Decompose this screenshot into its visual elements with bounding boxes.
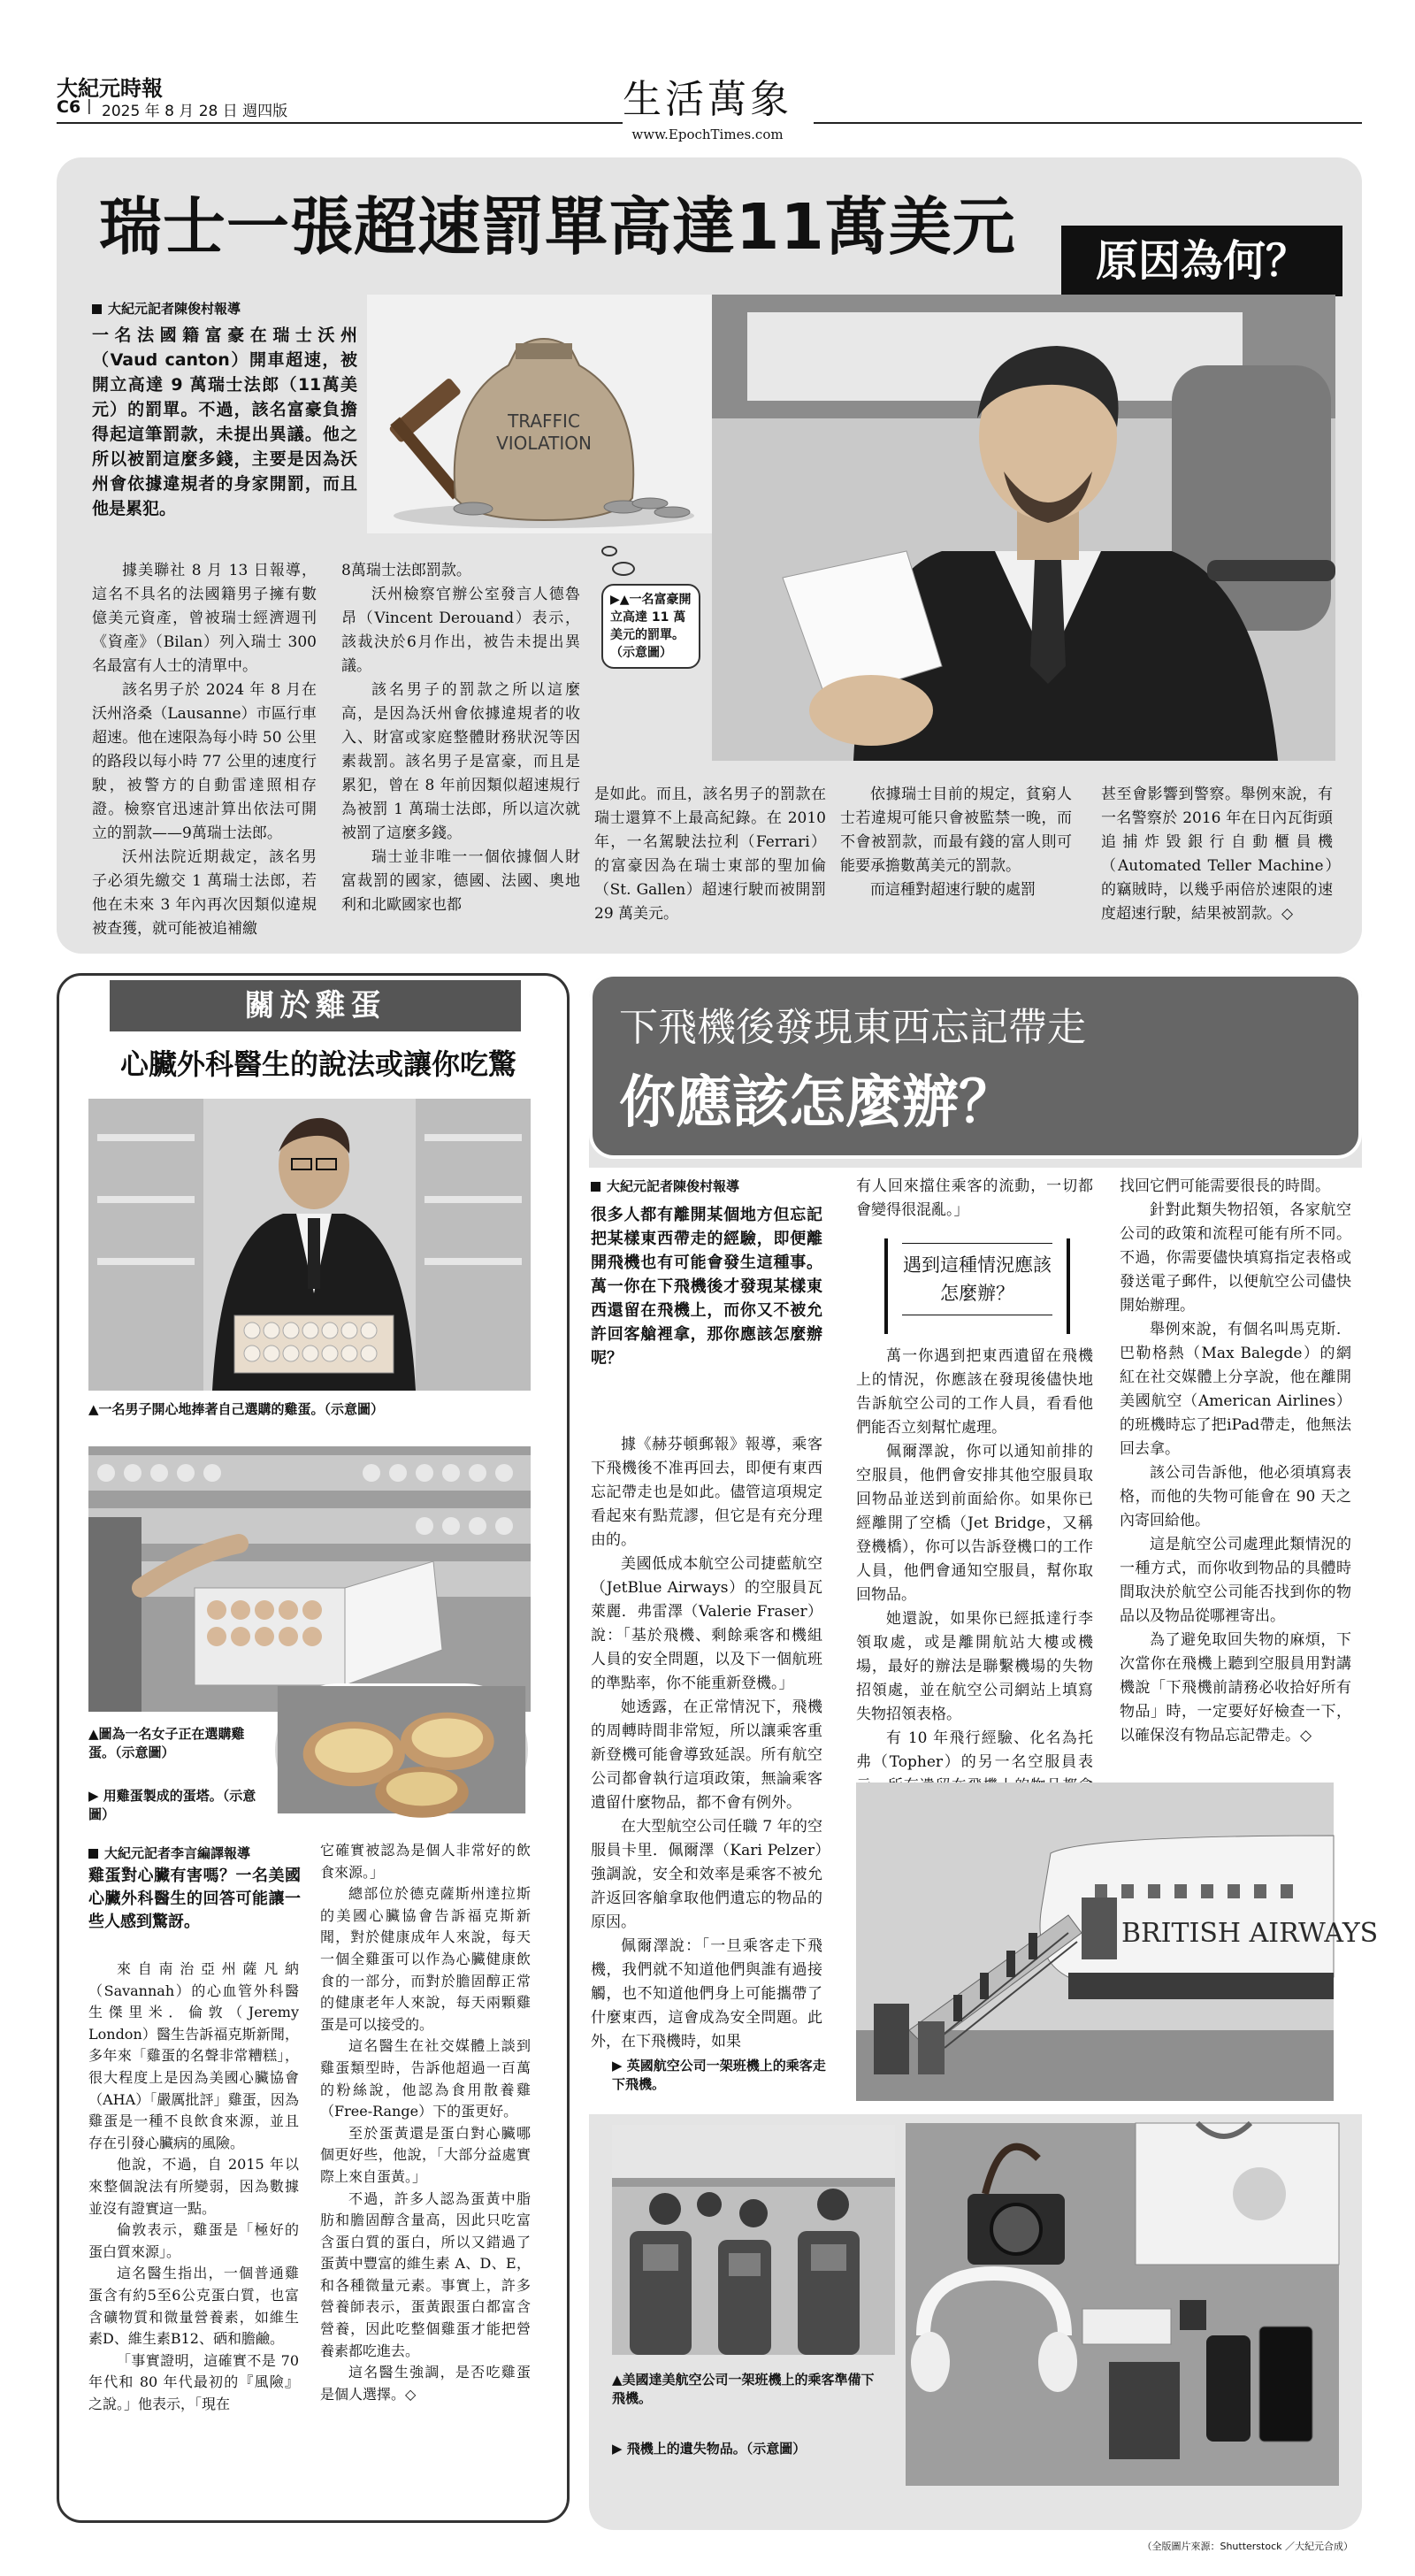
paragraph: 瑞士並非唯一一個依據個人財富裁罰的國家，德國、法國、奧地利和北歐國家也都 bbox=[341, 848, 580, 914]
egg-tart-photo bbox=[272, 1683, 531, 1816]
header-rule bbox=[57, 122, 623, 124]
fine-column-1 bbox=[92, 559, 317, 941]
traffic-violation-bag-photo bbox=[367, 295, 712, 533]
fine-column-4 bbox=[840, 783, 1072, 902]
paragraph: 8萬瑞士法郎罰款。 bbox=[341, 562, 471, 579]
header-rule bbox=[814, 122, 1362, 124]
paragraph: 倫敦表示，雞蛋是「極好的蛋白質來源」。 bbox=[88, 2221, 299, 2260]
header-separator: | bbox=[87, 97, 92, 115]
man-holding-eggs-photo bbox=[88, 1099, 531, 1391]
fine-column-3 bbox=[594, 783, 826, 926]
ba-livery-text: BRITISH AIRWAYS bbox=[1121, 1918, 1379, 1949]
travel-caption-2: ▲美國達美航空公司一架班機上的乘客準備下飛機。 bbox=[612, 2372, 875, 2406]
paragraph: 她還說，如果你已經抵達行李領取處，或是離開航站大樓或機場，最好的辦法是聯繫機場的失物招領處，並在航空公司網站上填寫失物招領表格。 bbox=[856, 1610, 1093, 1723]
fine-headline: 瑞士一張超速罰單高達11萬美元 bbox=[99, 190, 1016, 264]
fine-byline: 大紀元記者陳俊村報導 bbox=[92, 299, 241, 318]
travel-caption-1: ▶ 英國航空公司一架班機上的乘客走下飛機。 bbox=[612, 2058, 826, 2092]
masthead-logo: 大紀元時報 bbox=[57, 75, 163, 101]
fine-column-5 bbox=[1101, 783, 1333, 926]
travel-column-2b bbox=[856, 1345, 1093, 1822]
bag-text-2: VIOLATION bbox=[496, 433, 592, 454]
paragraph: 佩爾澤說：「一旦乘客走下飛機，我們就不知道他們與誰有過接觸，也不知道他們身上可能攜帶了什麼東西，這會成為安全問題。此外，在下飛機時，如果 bbox=[591, 1937, 822, 2051]
travel-headline-2: 你應該怎麼辦？ bbox=[619, 1070, 1015, 1136]
paragraph: 依據瑞士目前的規定，貧窮人士若違規可能只會被監禁一晚，而不會被罰款，而最有錢的富人則可能要承擔數萬美元的罰款。 bbox=[840, 786, 1072, 875]
fine-subheadline: 原因為何？ bbox=[1061, 226, 1342, 296]
paragraph: 總部位於德克薩斯州達拉斯的美國心臟協會告訴福克斯新聞，對於健康成年人來說，每天一個全雞蛋可以作為心臟健康飲食的一部分，而對於膽固醇正常的健康老年人來說，每天兩顆雞蛋是可以接受的。 bbox=[320, 1885, 531, 2033]
fine-column-2 bbox=[341, 559, 580, 917]
paragraph: 來自南治亞州薩凡納（Savannah）的心血管外科醫生傑里米．倫敦（Jeremy London）醫生告訴福克斯新聞，多年來「雞蛋的名聲非常糟糕」，很大程度上是因為美國心臟協會（AHA）「嚴厲批評」雞蛋，因為雞蛋是一種不良飲食來源，並且存在引發心臟病的風險。 bbox=[88, 1960, 299, 2151]
issue-date: 2025 年 8 月 28 日 週四版 bbox=[102, 103, 288, 120]
paragraph: 不過，許多人認為蛋黃中脂肪和膽固醇含量高，因此只吃富含蛋白質的蛋白，所以又錯過了蛋黃中豐富的維生素 A、D、E，和各種微量元素。事實上，許多營養師表示，蛋黃跟蛋白都富含營養，因此吃整個雞蛋才能把營養素都吃進去。 bbox=[320, 2189, 531, 2359]
travel-column-2a bbox=[856, 1175, 1093, 1223]
paragraph: 他說，不過，自 2015 年以來整個說法有所變弱，因為數據並沒有證實這一點。 bbox=[88, 2156, 299, 2217]
travel-column-3 bbox=[1120, 1175, 1351, 1748]
egg-caption-2: ▲圖為一名女子正在選購雞蛋。（示意圖） bbox=[88, 1726, 245, 1760]
fine-lead: 一名法國籍富豪在瑞士沃州（Vaud canton）開車超速，被開立高達 9 萬瑞士法郎（11萬美元）的罰單。不過，該名富豪負擔得起這筆罰款，未提出異議。他之所以被罰這麼多錢，主要是因為沃州會依據違規者的身家開罰，而且他是累犯。 bbox=[92, 326, 357, 518]
paragraph: 該名男子於 2024 年 8 月在沃州洛桑（Lausanne）市區行車超速。他在速限為每小時 50 公里的路段以每小時 77 公里的速度行駛，被警方的自動雷達照相存證。檢察官迅速計算出依法可開立的罰款——9萬瑞士法郎。 bbox=[92, 681, 317, 842]
paragraph: 該公司告訴他，他必須填寫表格，而他的失物可能會在 90 天之內寄回給他。 bbox=[1120, 1464, 1351, 1530]
paragraph: 而這種對超速行駛的處罰 bbox=[870, 881, 1036, 899]
paragraph: 舉例來說，有個名叫馬克斯．巴勒格熱（Max Balegde）的網紅在社交媒體上分享說，他在離開美國航空（American Airlines）的班機時忘了把iPad帶走，他無法回去拿。 bbox=[1120, 1321, 1351, 1458]
paragraph: 找回它們可能需要很長的時間。 bbox=[1120, 1177, 1330, 1195]
paragraph: 沃州檢察官辦公室發言人德魯昂（Vincent Derouand）表示，該裁決於6月作出，被告未提出異議。 bbox=[341, 586, 580, 675]
paragraph: 該名男子的罰款之所以這麼高，是因為沃州會依據違規者的收入、財富或家庭整體財務狀況等因素裁罰。該名男子是富豪，而且是累犯，曾在 8 年前因類似超速規行為被罰 1 萬瑞士法郎，所以這次就被罰了這麼多錢。 bbox=[341, 681, 580, 842]
driver-reading-ticket-photo bbox=[712, 295, 1335, 761]
paragraph: 佩爾澤說，你可以通知前排的空服員，他們會安排其他空服員取回物品並送到前面給你。如果你已經離開了空橋（Jet Bridge，又稱登機橋），你可以告訴登機口的工作人員，他們會通知空服員，幫你取回物品。 bbox=[856, 1443, 1093, 1604]
paragraph: 有人回來擋住乘客的流動，一切都會變得很混亂。」 bbox=[856, 1177, 1093, 1219]
paragraph: 據美聯社 8 月 13 日報導，這名不具名的法國籍男子擁有數億美元資產，曾被瑞士經濟週刊《資產》（Bilan）列入瑞士 300 名最富有人士的清單中。 bbox=[92, 562, 317, 675]
paragraph: 有 10 年飛行經驗、化名為托弗（Topher）的另一名空服員表 bbox=[856, 1729, 1093, 1771]
page-number: C6 bbox=[57, 97, 81, 117]
paragraph: 是如此。而且，該名男子的罰款在瑞士還算不上最高紀錄。在 2010 年，一名駕駛法拉利（Ferrari）的富豪因為在瑞士東部的聖加倫（St. Gallen）超速行駛而被開罰 29 萬美元。 bbox=[594, 786, 826, 923]
delta-cabin-photo bbox=[612, 2125, 895, 2355]
paragraph: 「事實證明，這確實不是 70 年代和 80 年代最初的『風險』之說。」他表示，「現在 bbox=[88, 2351, 299, 2412]
egg-caption-3: ▶ 用雞蛋製成的蛋塔。（示意圖） bbox=[88, 1788, 256, 1822]
paragraph: 她透露，在正常情況下，飛機的周轉時間非常短，所以讓乘客重新登機可能會導致延誤。所有航空公司都會執行這項政策，無論乘客遺留什麼物品，都不會有例外。 bbox=[591, 1698, 822, 1812]
egg-caption-1: ▲一名男子開心地捧著自己選購的雞蛋。（示意圖） bbox=[88, 1401, 385, 1417]
lost-items-photo bbox=[906, 2123, 1339, 2486]
travel-headline-1: 下飛機後發現東西忘記帶走 bbox=[619, 1005, 1086, 1050]
egg-lead: 雞蛋對心臟有害嗎？一名美國心臟外科醫生的回答可能讓一些人感到驚訝。 bbox=[88, 1867, 301, 1931]
thought-bubble bbox=[612, 562, 635, 576]
woman-choosing-eggs-photo bbox=[88, 1446, 531, 1712]
egg-column-2 bbox=[320, 1840, 531, 2405]
paragraph: 萬一你遇到把東西遺留在飛機上的情況，你應該在發現後儘快地告訴航空公司的工作人員，看看他們能否立刻幫忙處理。 bbox=[856, 1347, 1093, 1437]
paragraph: 甚至會影響到警察。舉例來說，有一名警察於 2016 年在日內瓦街頭追捕炸毀銀行自動櫃員機（Automated Teller Machine）的竊賊時，以幾乎兩倍於速限的速度超速行駛，結果被罰款。◇ bbox=[1101, 786, 1333, 923]
fine-photo-caption: ▶▲一名富豪開立高達 11 萬美元的罰單。（示意圖） bbox=[601, 584, 700, 669]
travel-caption-3: ▶ 飛機上的遺失物品。（示意圖） bbox=[612, 2441, 807, 2457]
paragraph: 在大型航空公司任職 7 年的空服員卡里．佩爾澤（Kari Pelzer）強調說，安全和效率是乘客不被允許返回客艙拿取他們遺忘的物品的原因。 bbox=[591, 1818, 822, 1931]
egg-headline: 心臟外科醫生的說法或讓你吃驚 bbox=[119, 1047, 516, 1081]
egg-tag: 關於雞蛋 bbox=[110, 980, 521, 1031]
british-airways-photo bbox=[856, 1782, 1379, 2101]
section-title: 生活萬象 bbox=[623, 77, 792, 122]
paragraph: 這名醫生強調，是否吃雞蛋是個人選擇。◇ bbox=[320, 2364, 531, 2403]
paragraph: 這名醫生在社交媒體上談到雞蛋類型時，告訴他超過一百萬的粉絲說，他認為食用散養雞（Free-Range）下的蛋更好。 bbox=[320, 2037, 531, 2120]
paragraph: 據《赫芬頓郵報》報導，乘客下飛機後不准再回去，即便有東西忘記帶走也是如此。儘管這項規定看起來有點荒謬，但它是有充分理由的。 bbox=[591, 1436, 822, 1549]
egg-column-1 bbox=[88, 1959, 299, 2415]
paragraph: 這是航空公司處理此類情況的一種方式，而你收到物品的具體時間取決於航空公司能否找到你的物品以及物品從哪裡寄出。 bbox=[1120, 1536, 1351, 1625]
travel-lead: 很多人都有離開某個地方但忘記把某樣東西帶走的經驗，即便離開飛機也有可能會發生這種事。萬一你在下飛機後才發現某樣東西還留在飛機上，而你又不被允許回客艙裡拿，那你應該怎麼辦呢？ bbox=[591, 1206, 822, 1368]
paragraph: 沃州法院近期裁定，該名男子必須先繳交 1 萬瑞士法郎，若他在未來 3 年內再次因類似違規被查獲，就可能被追補繳 bbox=[92, 848, 317, 938]
paragraph: 至於蛋黃還是蛋白對心臟哪個更好些，他說，「大部分益處實際上來自蛋黃。」 bbox=[320, 2124, 531, 2185]
egg-byline: 大紀元記者李言編譯報導 bbox=[88, 1844, 250, 1862]
photo-credit: （全版圖片來源：Shutterstock ／大紀元合成） bbox=[1142, 2541, 1353, 2552]
thought-bubble bbox=[601, 546, 617, 556]
site-url: www.EpochTimes.com bbox=[631, 126, 784, 142]
travel-byline: 大紀元記者陳俊村報導 bbox=[591, 1177, 739, 1195]
travel-subhead: 遇到這種情況應該怎麼辦？ bbox=[902, 1243, 1052, 1315]
travel-column-1 bbox=[591, 1433, 822, 2054]
paragraph: 為了避免取回失物的麻煩，下次當你在飛機上聽到空服員用對講機說「下飛機前請務必收拾好所有物品」時，一定要好好檢查一下，以確保沒有物品忘記帶走。◇ bbox=[1120, 1631, 1351, 1744]
paragraph: 美國低成本航空公司捷藍航空（JetBlue Airways）的空服員瓦萊麗．弗雷澤（Valerie Fraser）說：「基於飛機、剩餘乘客和機組人員的安全問題，以及下一個航班的準點率，你不能重新登機。」 bbox=[591, 1555, 822, 1692]
paragraph: 這名醫生指出，一個普通雞蛋含有約5至6公克蛋白質，也富含礦物質和微量營養素，如維生素D、維生素B12、硒和膽鹼。 bbox=[88, 2265, 299, 2348]
paragraph: 針對此類失物招領，各家航空公司的政策和流程可能有所不同。不過，你需要儘快填寫指定表格或發送電子郵件，以便航空公司儘快開始辦理。 bbox=[1120, 1201, 1351, 1315]
paragraph: 它確實被認為是個人非常好的飲食來源。」 bbox=[320, 1842, 531, 1881]
bag-text-1: TRAFFIC bbox=[508, 410, 580, 432]
